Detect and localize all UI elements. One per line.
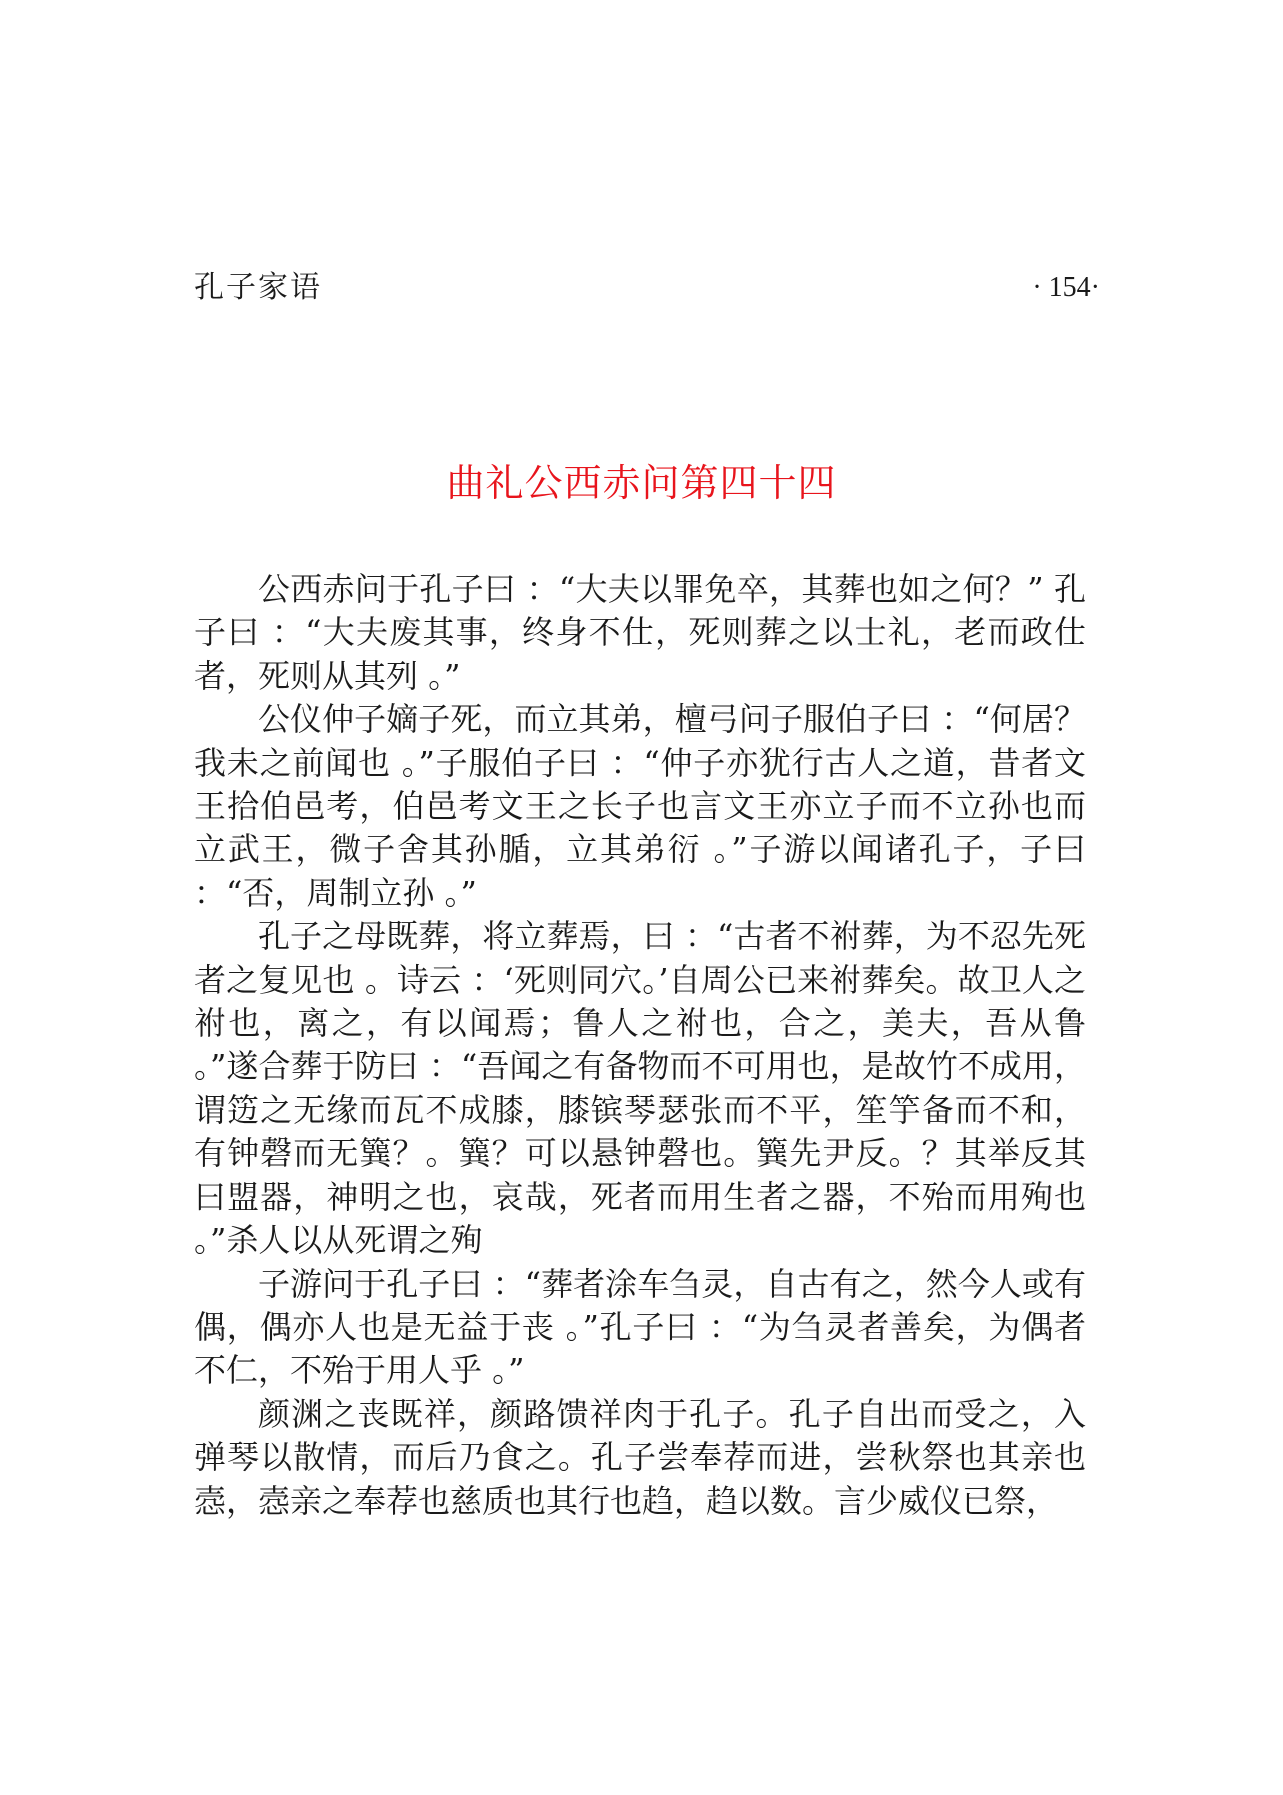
body-text: [194, 568, 1086, 1523]
paragraph-2: 公仪仲子嫡子死，而立其弟，檀弓问子服伯子曰 ：“何居？我未之前闻也 。”子服伯子曰 ：“仲子亦犹行古人之道，昔者文王拾伯邑考，伯邑考文王之长子也言文王亦立子而不立孙也而立武王，微子舍其孙腯，立其弟衍 。”子游以闻诸孔子，子曰 ：“否，周制立孙 。”: [194, 700, 1086, 912]
page-number: · 154·: [1032, 272, 1100, 303]
chapter-title: 曲礼公西赤问第四十四: [446, 461, 837, 505]
running-head-book-title: 孔子家语: [194, 270, 322, 305]
paragraph-1: 公西赤问于孔子曰 ：“大夫以罪免卒，其葬也如之何？” 孔子曰 ：“大夫废其事，终身不仕，死则葬之以士礼，老而政仕者，死则从其列 。”: [194, 570, 1086, 695]
paragraph-5: 颜渊之丧既祥，颜路馈祥肉于孔子。孔子自出而受之，入弹琴以散情，而后乃食之。孔子尝奉荐而进，尝秋祭也其亲也悫，悫亲之奉荐也慈质也其行也趋，趋以数。言少威仪已祭，: [194, 1394, 1086, 1520]
paragraph-4: 子游问于孔子曰 ：“葬者涂车刍灵，自古有之，然今人或有偶，偶亦人也是无益于丧 。”孔子曰 ：“为刍灵者善矣，为偶者不仁，不殆于用人乎 。”: [194, 1264, 1086, 1390]
paragraph-3: 孔子之母既葬，将立葬焉，曰 ：“古者不祔葬，为不忍先死者之复见也 。诗云 ：‘死则同穴。’自周公已来祔葬矣。故卫人之祔也，离之，有以闻焉；鲁人之祔也，合之，美夫，吾从鲁 。”遂合葬于防曰 ：“吾闻之有备物而不可用也，是故竹不成用，谓笾之无缘而瓦不成膝，膝镔琴瑟张而不平，笙竽备而不和，有钟磬而无簨？。簨？可以悬钟磬也。簨先尹反。？其举反其曰盟器，神明之也，哀哉，死者而用生者之器，不殆而用殉也 。”杀人以从死谓之殉: [194, 917, 1086, 1260]
